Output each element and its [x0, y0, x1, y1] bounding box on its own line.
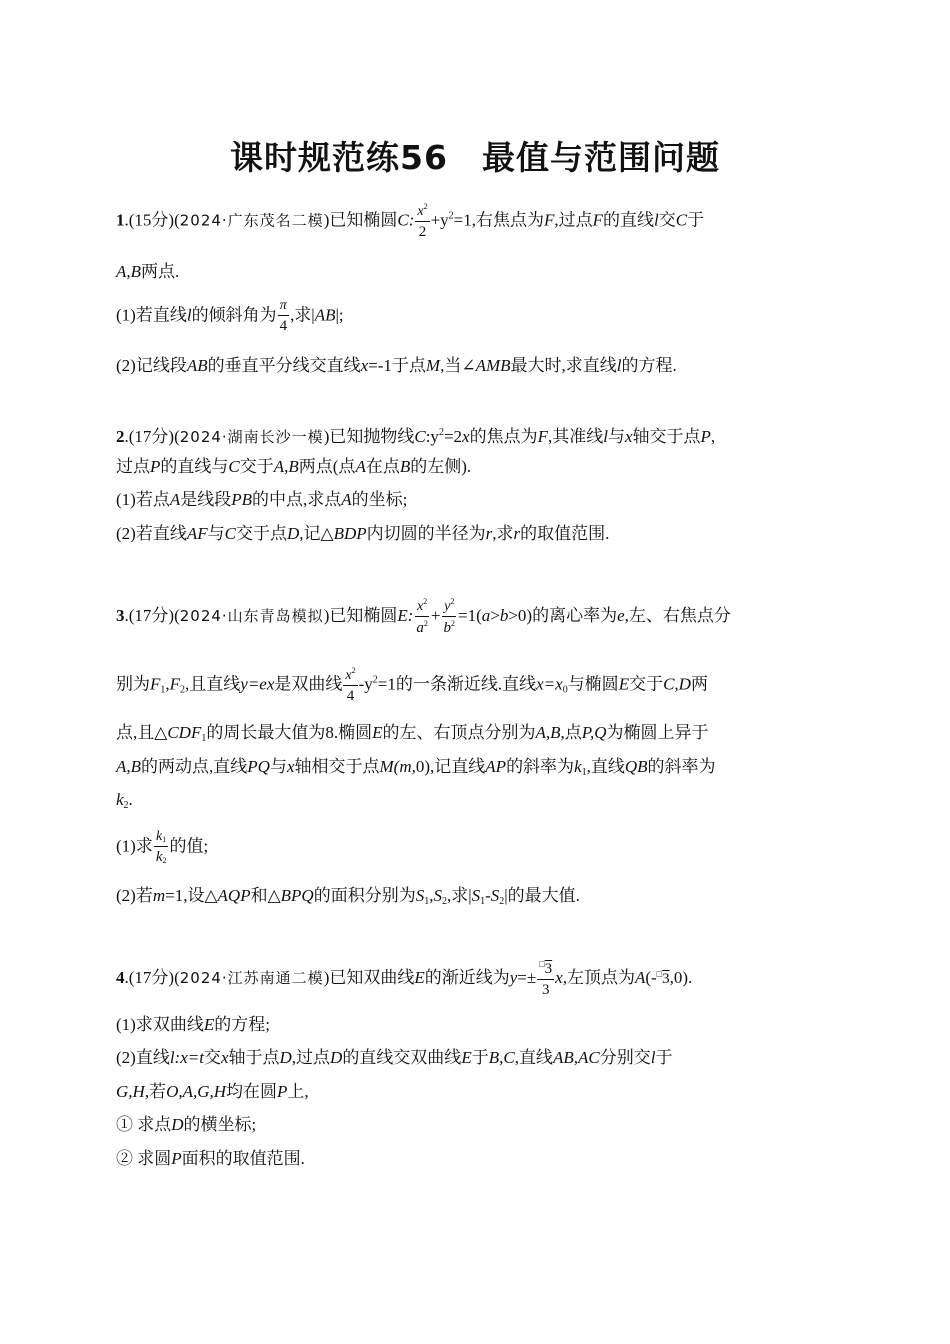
problem-2-line-2: 过点P的直线与C交于A,B两点(点A在点B的左侧).	[116, 457, 472, 476]
problem-1-question-2: (2)记线段AB的垂直平分线交直线x=-1于点M,当∠AMB最大时,求直线l的方程.	[116, 356, 677, 375]
problem-3-line-3: 点,且$\triangle CDF_1$的周长最大值为8.椭圆E的左、右顶点分别为A,B,点P,Q为椭圆上异于	[116, 723, 709, 744]
problem-2-source: 2024·湖南长沙一模	[179, 428, 324, 446]
problem-2-line-1: 2.(17分)(2024·湖南长沙一模)已知抛物线$C:y^2=2x$的焦点为F,其准线l与x轴交于点P,	[116, 427, 716, 446]
problem-1-question-1: (1)若直线l的倾斜角为 $\frac{\pi}{4}$ ,求|AB|;	[116, 298, 344, 334]
page-title: 课时规范练56 最值与范围问题	[230, 138, 720, 177]
fraction-root3-over-3: $\frac{^□3}{3}$	[539, 959, 553, 998]
problem-3-line-5: $k_2$.	[116, 790, 133, 811]
fraction-k1-over-k2: $\frac{k_1}{k_2}$	[155, 829, 167, 865]
problem-4-question-2: (2)直线l:x=t交x轴于点D,过点D的直线交双曲线E于B,C,直线AB,AC分别交l于	[116, 1048, 673, 1067]
problem-4-line-1: 4.(17分)(2024·江苏南通二模)已知双曲线E的渐近线为y=± $\frac{^□3}{3}$ x,左顶点为A(-□3,0).	[116, 959, 693, 998]
problem-4-subquestion-2: ② 求圆P面积的取值范围.	[116, 1149, 305, 1168]
fraction-pi-over-4: $\frac{\pi}{4}$	[279, 298, 288, 334]
problem-4-question-2-cont: G,H,若O,A,G,H均在圆P上,	[116, 1082, 309, 1101]
problem-3-line-4: A,B的两动点,直线PQ与x轴相交于点M(m,0),记直线AP的斜率为$k_1$,直线QB的斜率为	[116, 757, 716, 778]
fraction-y2-over-b2: $\frac{y^2}{b^2}$	[443, 597, 455, 636]
problem-2-question-2: (2)若直线AF与C交于点D,记△BDP内切圆的半径为r,求r的取值范围.	[116, 524, 610, 543]
problem-3-question-1: (1)求 $\frac{k_1}{k_2}$ 的值;	[116, 829, 209, 865]
problem-3-line-2: 别为$F_1,F_2$,且直线y=ex是双曲线 $\frac{x^2}{4}$ $-y^2=1$的一条渐近线.直线$x=x_0$与椭圆E交于C,D两	[116, 666, 708, 704]
problem-2-question-1: (1)若点A是线段PB的中点,求点A的坐标;	[116, 490, 408, 509]
problem-4-question-1: (1)求双曲线E的方程;	[116, 1015, 270, 1034]
problem-4-source: 2024·江苏南通二模	[179, 968, 324, 987]
problem-1-source: 2024·广东茂名二模	[179, 211, 324, 230]
problem-1-line-1: 1.(15分)(2024·广东茂名二模)已知椭圆C: $\frac{x^2}{2}$ $+y^2=1$,右焦点为F,过点F的直线l交C于	[116, 202, 705, 240]
fraction-x2-over-a2: $\frac{x^2}{a^2}$	[416, 597, 428, 636]
problem-1-line-2: A,B两点.	[116, 262, 180, 281]
problem-3-source: 2024·山东青岛模拟	[179, 606, 324, 625]
problem-3-question-2: (2)若m=1,设△AQP和△BPQ的面积分别为$S_1,S_2$,求$|S_1-S_2|$的最大值.	[116, 886, 580, 907]
problem-4-subquestion-1: ① 求点D的横坐标;	[116, 1115, 257, 1134]
fraction-x2-over-2: $\frac{x^2}{2}$	[417, 202, 428, 240]
problem-3-line-1: 3.(17分)(2024·山东青岛模拟)已知椭圆E: $\frac{x^2}{a^2}$ + $\frac{y^2}{b^2}$ =1(a>b>0)的离心率为e,左、右焦点分	[116, 597, 731, 636]
fraction-x2-over-4: $\frac{x^2}{4}$	[345, 666, 356, 704]
